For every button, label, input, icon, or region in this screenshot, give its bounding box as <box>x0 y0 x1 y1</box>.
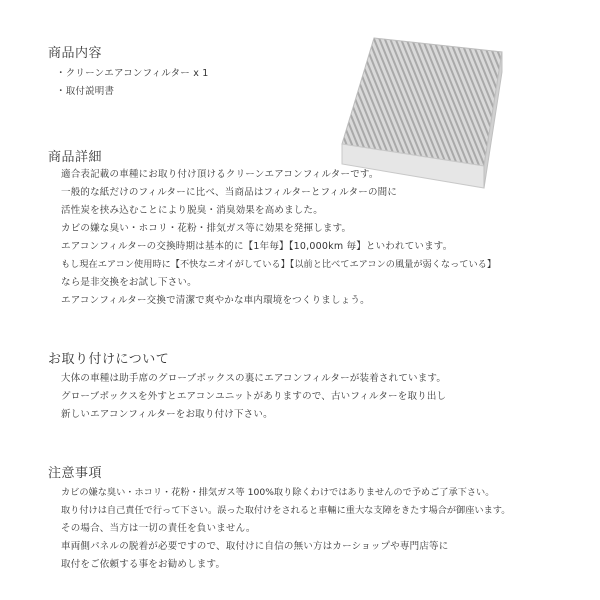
details-line: 活性炭を挟み込むことにより脱臭・消臭効果を高めました。 <box>61 205 323 216</box>
installation-line: 新しいエアコンフィルターをお取り付け下さい。 <box>61 409 273 420</box>
cautions-line: 車両側パネルの脱着が必要ですので、取付けに自信の無い方はカーショップや専門店等に <box>61 541 449 552</box>
cautions-line: 取付をご依頼する事をお勧めします。 <box>61 559 226 570</box>
contents-heading: 商品内容 <box>48 46 103 61</box>
installation-heading: お取り付けについて <box>48 352 170 367</box>
details-line: 一般的な紙だけのフィルターに比べ、当商品はフィルターとフィルターの間に <box>61 187 398 198</box>
cautions-heading: 注意事項 <box>48 466 103 481</box>
details-line: もし現在エアコン使用時に【不快なニオイがしている】【以前と比べてエアコンの風量が弱くなっている】 <box>61 259 497 270</box>
details-heading: 商品詳細 <box>48 150 103 165</box>
details-line: エアコンフィルターの交換時期は基本的に【1年毎】【10,000km 毎】といわれています。 <box>61 241 453 252</box>
details-line: カビの嫌な臭い・ホコリ・花粉・排気ガス等に効果を発揮します。 <box>61 223 352 234</box>
details-line: 適合表記載の車種にお取り付け頂けるクリーンエアコンフィルターです。 <box>61 169 379 180</box>
contents-item: ・クリーンエアコンフィルター x 1 <box>56 68 209 79</box>
details-line: エアコンフィルター交換で清潔で爽やかな車内環境をつくりましょう。 <box>61 295 370 306</box>
cautions-line: 取り付けは自己責任で行って下さい。誤った取付けをされると車輛に重大な支障をきたす場合が御座います。 <box>61 505 511 516</box>
cautions-line: その場合、当方は一切の責任を負いません。 <box>61 523 256 534</box>
contents-item: ・取付説明書 <box>56 86 115 97</box>
installation-line: 大体の車種は助手席のグローブボックスの裏にエアコンフィルターが装着されています。 <box>61 373 447 384</box>
installation-line: グローブボックスを外すとエアコンユニットがありますので、古いフィルターを取り出し <box>61 391 447 402</box>
cautions-line: カビの嫌な臭い・ホコリ・花粉・排気ガス等 100%取り除くわけではありませんので予めご了承下さい。 <box>61 487 495 498</box>
details-line: なら是非交換をお試し下さい。 <box>61 277 197 288</box>
